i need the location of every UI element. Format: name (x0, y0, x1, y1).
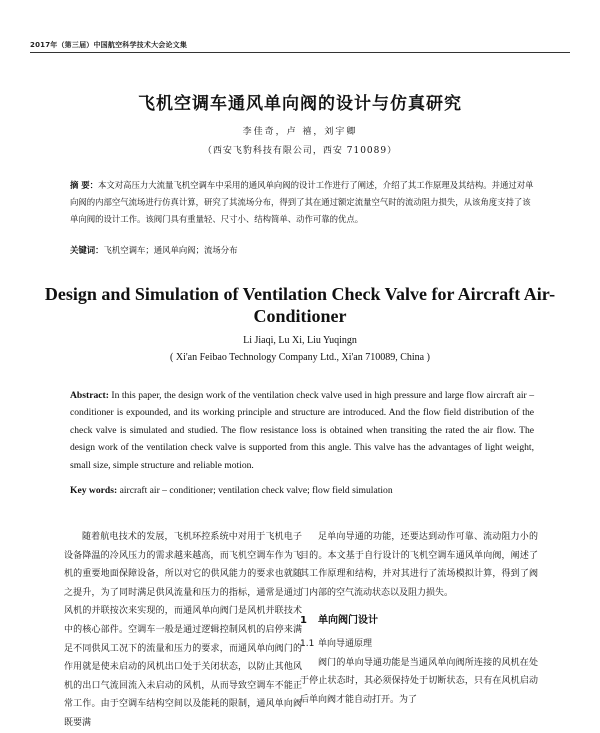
subsection-title: 单向导通原理 (318, 638, 373, 649)
affiliation-en: ( Xi'an Feibao Technology Company Ltd., Xi'an 710089, China ) (170, 352, 430, 363)
title-en: Design and Simulation of Ventilation Check Valve for Aircraft Air-Conditioner (44, 284, 556, 326)
abstract-en (70, 387, 534, 474)
body-column-left (64, 528, 302, 733)
keywords-cn (70, 244, 534, 256)
authors-en: Li Jiaqi, Lu Xi, Liu Yuqingn (243, 335, 357, 346)
section-title: 单向阀门设计 (318, 615, 378, 627)
running-head: 2017年（第三届）中国航空科学技术大会论文集 (30, 41, 188, 49)
affiliation-cn: （西安飞豹科技有限公司，西安 710089） (202, 146, 398, 156)
section-number: 1 (300, 615, 307, 627)
keywords-en-text: aircraft air – conditioner; ventilation check valve; flow field simulation (117, 485, 393, 496)
subsection-heading-1-1 (300, 635, 538, 654)
keywords-en-label: Key words: (70, 485, 118, 496)
keywords-cn-text: 飞机空调车；通风单向阀；流场分布 (103, 245, 238, 255)
authors-cn: 李佳奇，卢 禧，刘宇卿 (242, 127, 358, 137)
abstract-cn-label: 摘 要： (70, 180, 99, 190)
body-column-right (300, 528, 538, 709)
keywords-cn-label: 关键词： (70, 245, 104, 255)
abstract-cn-text: 本文对高压力大流量飞机空调车中采用的通风单向阀的设计工作进行了阐述，介绍了其工作原理及其结构。并通过对单向阀的内部空气流场进行仿真计算，研究了其流场分布，得到了其在通过额定流量空气时的流动阻力损失，从该角度支持了该单向阀的设计工作。该阀门具有重量轻、尺寸小、结构简单、动作可靠的优点。 (70, 180, 534, 224)
body-paragraph: 足单向导通的功能，还要达到动作可靠、流动阻力小的目的。本文基于自行设计的飞机空调车通风单向阀，阐述了其工作原理和结构，并对其进行了流场模拟计算，得到了阀门内部的空气流动状态以及阻力损失。 (300, 532, 538, 598)
header-rule (30, 52, 570, 53)
abstract-cn (70, 177, 534, 228)
title-cn: 飞机空调车通风单向阀的设计与仿真研究 (138, 94, 462, 114)
abstract-en-label: Abstract: (70, 390, 109, 401)
abstract-en-text: In this paper, the design work of the ventilation check valve used in high pressure and large flow aircraft air – conditioner is expounded, and its working principle and structure are introduced. And the flow field distribution of the check valve is simulated and studied. The flow resistance loss is obtained when transiting the rated the air flow. The design work of the ventilation check valve is supported from this angle. This valve has the advantages of light weight, small size, simple structure and reliable motion. (70, 390, 534, 471)
body-paragraph: 阀门的单向导通功能是当通风单向阀所连接的风机在处于停止状态时，其必须保持处于切断状态，只有在风机启动后单向阀才能自动打开。为了 (300, 657, 538, 705)
body-paragraph: 随着航电技术的发展，飞机环控系统中对用于飞机电子设备降温的冷风压力的需求越来越高，而飞机空调车作为飞机的重要地面保障设备，所以对它的供风能力的要求也就随之提升，为了同时满足供风流量和压力的指标，通常是通过风机的并联按次来实现的，而通风单向阀门是风机并联技术中的核心部件。空调车一般是通过逻辑控制风机的启停来满足不同供风工况下的流量和压力的要求，而通风单向阀门的作用就是使未启动的风机出口处于关闭状态，以防止其他风机的出口气流回流入未启动的风机，从而导致空调车不能正常工作。由于空调车结构空间以及能耗的限制，通风单向阀既要满 (64, 532, 302, 728)
section-heading-1 (300, 612, 538, 631)
keywords-en (70, 485, 534, 496)
subsection-number: 1.1 (300, 638, 315, 649)
